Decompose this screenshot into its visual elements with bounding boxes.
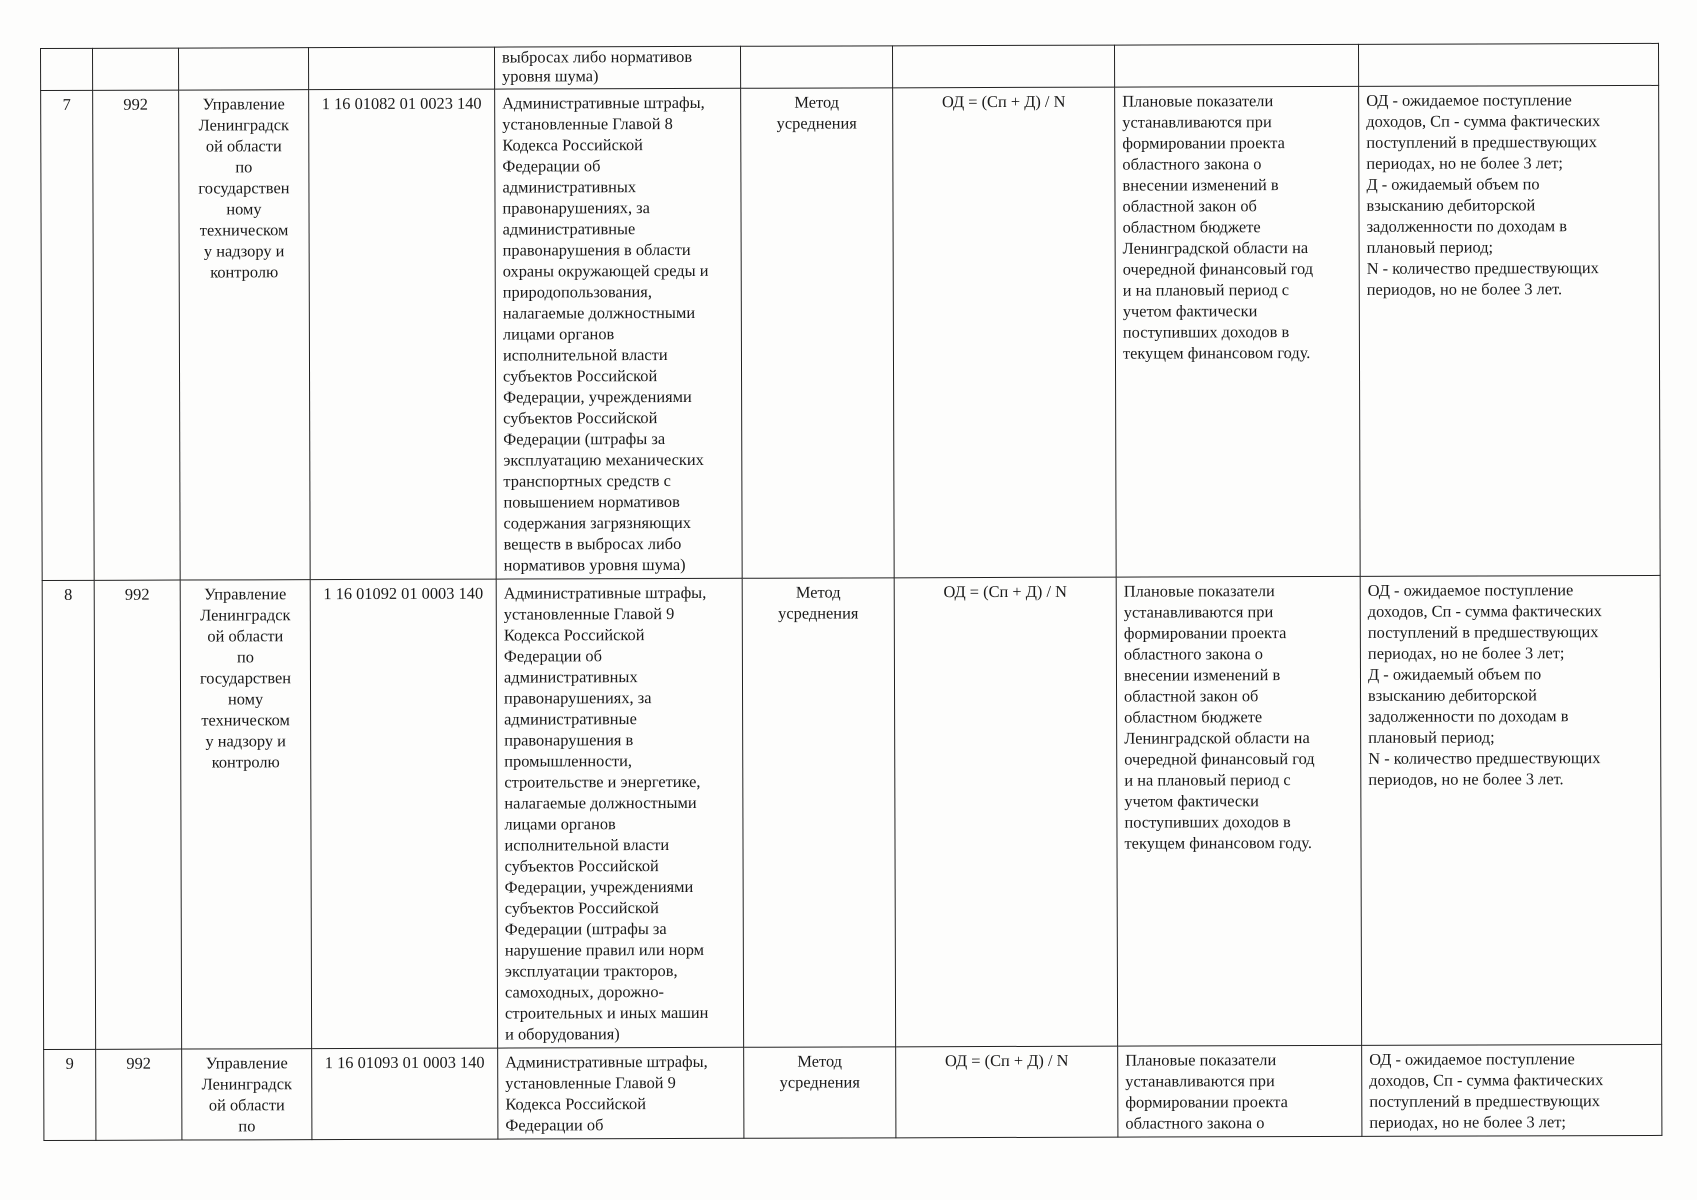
calculation-formula: ОД = (Сп + Д) / N <box>896 1046 1118 1138</box>
cell-legend <box>1358 43 1658 86</box>
cell-org <box>179 48 309 90</box>
admin-code: 992 <box>96 1049 182 1140</box>
formula-legend: ОД - ожидаемое поступление доходов, Сп - сумма фактических поступлений в предшествующих периодах, но не более 3 лет; <box>1362 1044 1662 1136</box>
calculation-formula: ОД = (Сп + Д) / N <box>893 87 1117 578</box>
cell-plan <box>1114 44 1358 87</box>
calculation-method: Метод усреднения <box>741 88 895 578</box>
table-row <box>41 85 1661 580</box>
revenue-forecast-table <box>40 43 1662 1141</box>
cell-num <box>41 48 93 90</box>
organization-name: Управление Ленинградск ой области по государствен ному техническом у надзору и контролю <box>180 580 311 1049</box>
table-row-continuation <box>41 43 1659 90</box>
organization-name: Управление Ленинградск ой области по <box>182 1049 312 1140</box>
budget-classification-code: 1 16 01092 01 0003 140 <box>310 579 497 1049</box>
table-row <box>42 575 1661 1049</box>
table-row <box>44 1044 1662 1140</box>
formula-legend: ОД - ожидаемое поступление доходов, Сп - сумма фактических поступлений в предшествующих периодах, но не более 3 лет; Д - ожидаемый объем по взысканию дебиторской задолженности по доходам в плановый период; N - количество предшествующих периодов, но не более 3 лет. <box>1359 85 1661 576</box>
row-number: 9 <box>44 1049 96 1140</box>
revenue-description: Административные штрафы, установленные Главой 9 Кодекса Российской Федерации об административных правонарушениях, за административные правонарушения в промышленности, строительстве и энергетике, налагаемые должностными лицами органов исполнительной власти субъектов Российской Федерации, учреждениями субъектов Российской Федерации (штрафы за нарушение правил или норм эксплуатации тракторов, самоходных, дорожно- строительных и иных машин и оборудования) <box>496 578 743 1048</box>
cell-code <box>93 48 179 90</box>
revenue-description: Административные штрафы, установленные Главой 9 Кодекса Российской Федерации об <box>498 1047 744 1139</box>
planning-notes: Плановые показатели устанавливаются при формировании проекта областного закона о внесении изменений в областной закон об областном бюджете Ленинградской области на очередной финансовый год и на плановый период с учетом фактически поступивших доходов в текущем финансовом году. <box>1116 576 1361 1046</box>
budget-classification-code: 1 16 01093 01 0003 140 <box>312 1048 498 1140</box>
cell-description: выбросах либо нормативов уровня шума) <box>494 46 740 89</box>
cell-kbk <box>309 47 495 90</box>
cell-method <box>740 46 892 88</box>
planning-notes: Плановые показатели устанавливаются при формировании проекта областного закона о <box>1118 1045 1362 1137</box>
organization-name: Управление Ленинградск ой области по государствен ному техническом у надзору и контролю <box>179 90 311 580</box>
formula-legend: ОД - ожидаемое поступление доходов, Сп - сумма фактических поступлений в предшествующих периодах, но не более 3 лет; Д - ожидаемый объем по взысканию дебиторской задолженности по доходам в плановый период; N - количество предшествующих периодов, но не более 3 лет. <box>1360 575 1661 1045</box>
row-number: 7 <box>41 90 95 580</box>
planning-notes: Плановые показатели устанавливаются при формировании проекта областного закона о внесении изменений в областной закон об областном бюджете Ленинградской области на очередной финансовый год и на плановый период с учетом фактически поступивших доходов в текущем финансовом году. <box>1115 86 1361 577</box>
calculation-formula: ОД = (Сп + Д) / N <box>894 577 1117 1047</box>
calculation-method: Метод усреднения <box>742 578 895 1047</box>
admin-code: 992 <box>94 580 181 1049</box>
admin-code: 992 <box>93 90 181 580</box>
revenue-description: Административные штрафы, установленные Главой 8 Кодекса Российской Федерации об административных правонарушениях, за административные правонарушения в области охраны окружающей среды и природопользования, налагаемые должностными лицами органов исполнительной власти субъектов Российской Федерации, учреждениями субъектов Российской Федерации (штрафы за эксплуатацию механических транспортных средств с повышением нормативов содержания загрязняющих веществ в выбросах либо нормативов уровня шума) <box>495 88 743 579</box>
row-number: 8 <box>42 580 95 1049</box>
calculation-method: Метод усреднения <box>744 1047 896 1138</box>
budget-classification-code: 1 16 01082 01 0023 140 <box>309 89 497 580</box>
cell-formula <box>892 45 1114 88</box>
